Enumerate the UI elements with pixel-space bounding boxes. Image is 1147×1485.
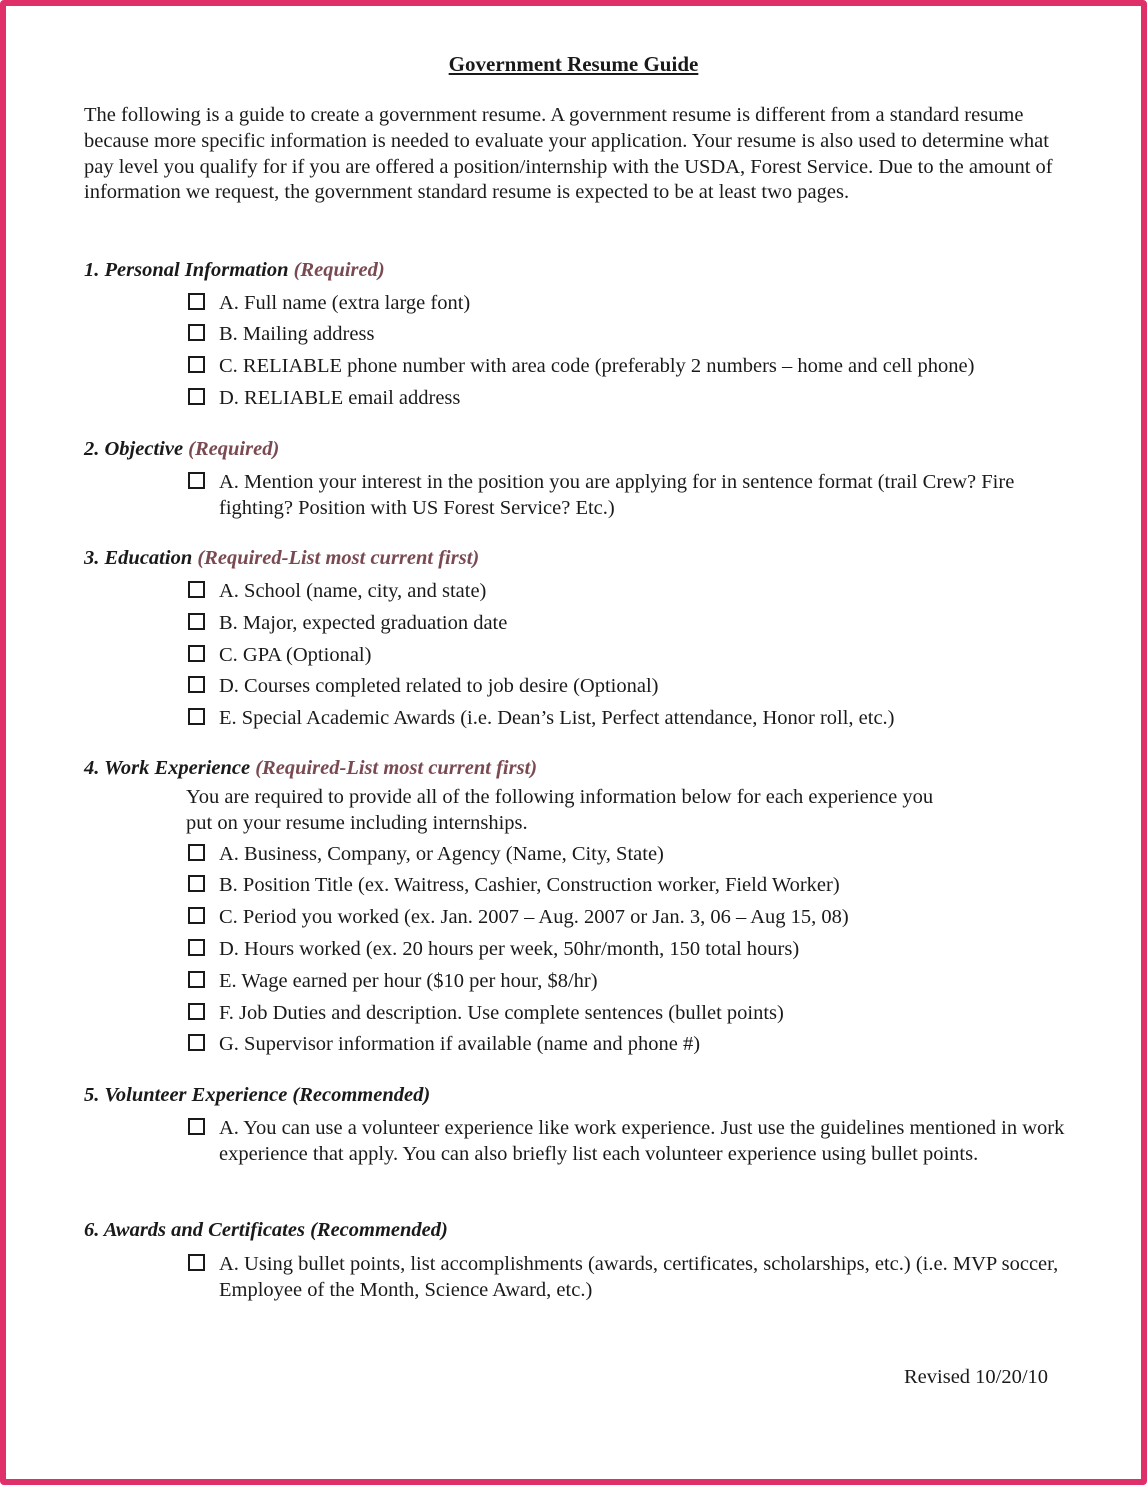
checklist-item[interactable] <box>188 610 1068 636</box>
checklist-item-label: C. RELIABLE phone number with area code (preferably 2 numbers – home and cell phone) <box>219 355 975 377</box>
section-paragraph: You are required to provide all of the following information below for each experience you put on your resume including internships. <box>186 786 934 834</box>
section-heading-volunteer-experience: 5. Volunteer Experience (Recommended) <box>84 1084 431 1106</box>
checkbox[interactable] <box>188 971 205 988</box>
checklist-item-label: D. Courses completed related to job desire (Optional) <box>219 675 659 697</box>
checkbox[interactable] <box>188 356 205 373</box>
checklist-item[interactable] <box>188 578 1068 604</box>
checkbox[interactable] <box>188 293 205 310</box>
checklist-item[interactable] <box>188 936 1068 962</box>
checklist-item-label: B. Position Title (ex. Waitress, Cashier, Construction worker, Field Worker) <box>219 874 840 896</box>
checklist-item-label: A. Using bullet points, list accomplishments (awards, certificates, scholarships, etc.) (i.e. MVP soccer, Employee of the Month, Science Award, etc.) <box>219 1253 1059 1301</box>
section-heading-education <box>84 547 479 570</box>
checklist-item-label: D. RELIABLE email address <box>219 387 461 409</box>
checklist-item-label: B. Major, expected graduation date <box>219 612 508 634</box>
checklist-item-label: E. Special Academic Awards (i.e. Dean’s List, Perfect attendance, Honor roll, etc.) <box>219 707 895 729</box>
checklist-item[interactable] <box>188 1115 1068 1167</box>
checklist-item[interactable] <box>188 642 1068 668</box>
checklist-item[interactable] <box>188 1251 1068 1303</box>
checklist-item-label: C. Period you worked (ex. Jan. 2007 – Aug. 2007 or Jan. 3, 06 – Aug 15, 08) <box>219 906 849 928</box>
checklist-item-label: A. You can use a volunteer experience like work experience. Just use the guidelines mentioned in work experience that apply. You can also briefly list each volunteer experience using bullet points. <box>219 1117 1065 1165</box>
checklist-item[interactable] <box>188 469 1068 521</box>
checklist-item[interactable] <box>188 968 1068 994</box>
checklist-item[interactable] <box>188 872 1068 898</box>
checkbox[interactable] <box>188 875 205 892</box>
checkbox[interactable] <box>188 1003 205 1020</box>
checklist-item[interactable] <box>188 705 1068 731</box>
checklist-item[interactable] <box>188 385 1068 411</box>
checklist-item[interactable] <box>188 673 1068 699</box>
checkbox[interactable] <box>188 708 205 725</box>
section-heading-personal-information <box>84 259 385 282</box>
checkbox[interactable] <box>188 581 205 598</box>
section-heading-objective <box>84 438 279 461</box>
checklist-item[interactable] <box>188 1031 1068 1057</box>
revision-date: Revised 10/20/10 <box>904 1366 1049 1388</box>
checklist-item-label: F. Job Duties and description. Use complete sentences (bullet points) <box>219 1002 784 1024</box>
checklist-item-label: G. Supervisor information if available (name and phone #) <box>219 1033 701 1055</box>
checklist-item[interactable] <box>188 904 1068 930</box>
section-note: (Required-List most current first) <box>255 757 538 779</box>
checklist-item[interactable] <box>188 1000 1068 1026</box>
checklist-item[interactable] <box>188 321 1068 347</box>
checklist-item-label: B. Mailing address <box>219 323 375 345</box>
checklist-item[interactable] <box>188 841 1068 867</box>
checkbox[interactable] <box>188 324 205 341</box>
checklist-item-label: A. Business, Company, or Agency (Name, City, State) <box>219 843 664 865</box>
checkbox[interactable] <box>188 613 205 630</box>
checklist-item-label: A. Mention your interest in the position you are applying for in sentence format (trail Crew? Fire fighting? Position with US Forest Service? Etc.) <box>219 471 1015 519</box>
intro-paragraph: The following is a guide to create a government resume. A government resume is different from a standard resume because more specific information is needed to evaluate your application. Your resume is also used to determine what pay level you qualify for if you are offered a position/internship with the USDA, Forest Service. Due to the amount of information we request, the government standard resume is expected to be at least two pages. <box>84 104 1053 204</box>
section-heading-awards-certificates: 6. Awards and Certificates (Recommended) <box>84 1219 448 1241</box>
checklist-item-label: A. Full name (extra large font) <box>219 292 471 314</box>
checkbox[interactable] <box>188 1034 205 1051</box>
section-title: 3. Education <box>84 547 193 569</box>
checkbox[interactable] <box>188 676 205 693</box>
checklist-item-label: C. GPA (Optional) <box>219 644 372 666</box>
checklist-item[interactable] <box>188 353 1068 379</box>
section-note: (Required-List most current first) <box>197 547 480 569</box>
section-heading-work-experience <box>84 757 537 780</box>
checkbox[interactable] <box>188 1254 205 1271</box>
checkbox[interactable] <box>188 939 205 956</box>
checklist-item-label: E. Wage earned per hour ($10 per hour, $8/hr) <box>219 970 598 992</box>
checklist-item-label: A. School (name, city, and state) <box>219 580 487 602</box>
section-title: 2. Objective <box>84 438 184 460</box>
checkbox[interactable] <box>188 907 205 924</box>
section-note: (Required) <box>188 438 280 460</box>
section-title: 4. Work Experience <box>84 757 251 779</box>
checklist-item-label: D. Hours worked (ex. 20 hours per week, 50hr/month, 150 total hours) <box>219 938 800 960</box>
document-title: Government Resume Guide <box>448 52 699 76</box>
checkbox[interactable] <box>188 645 205 662</box>
checkbox[interactable] <box>188 472 205 489</box>
section-note: (Required) <box>293 259 385 281</box>
checkbox[interactable] <box>188 388 205 405</box>
checklist-item[interactable] <box>188 290 1068 316</box>
section-title: 1. Personal Information <box>84 259 289 281</box>
checkbox[interactable] <box>188 1118 205 1135</box>
checkbox[interactable] <box>188 844 205 861</box>
